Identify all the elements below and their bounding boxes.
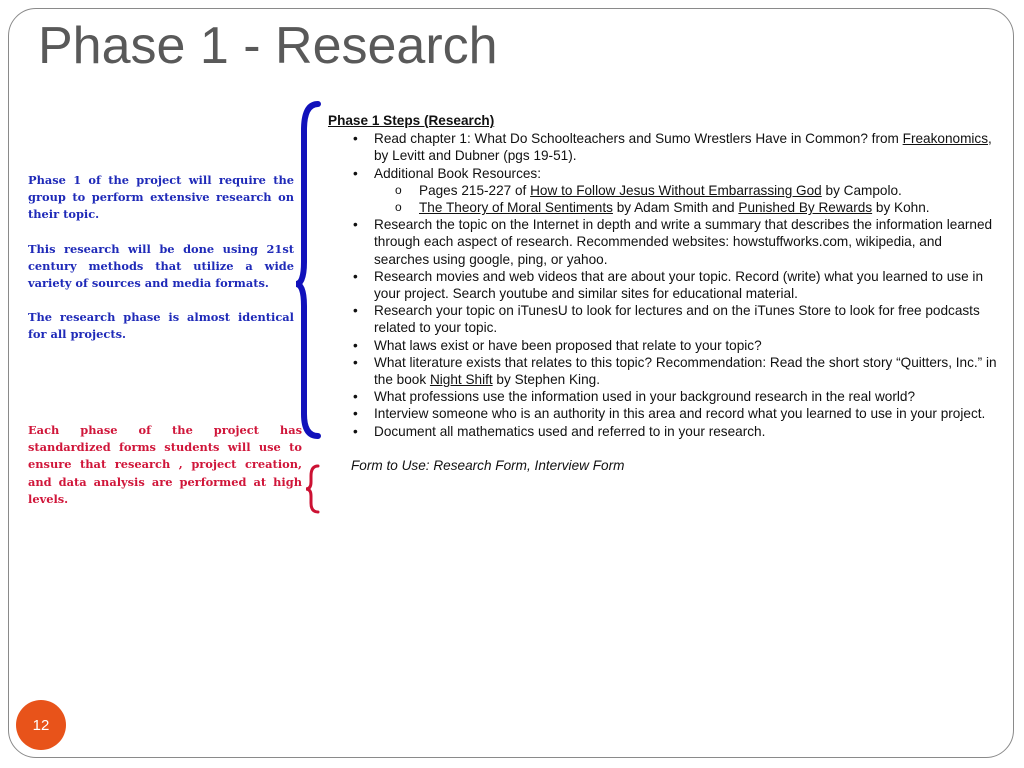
- bullet-icon: •: [353, 268, 358, 284]
- list-item: • Research movies and web videos that are about your topic. Record (write) what you learned to use in your project. Search youtube and similar sites for educational material.: [353, 268, 984, 302]
- list-item: • Interview someone who is an authority in this area and record what you learned to use in your project.: [353, 406, 986, 422]
- list-item: • Research the topic on the Internet in depth and write a summary that describes the information learned through each aspect of research. Recommended websites: howstuffworks.com, wikipedia, and searches using google, ping, or yahoo.: [353, 217, 993, 267]
- blue-brace: [296, 104, 318, 436]
- bullet-icon: •: [353, 389, 358, 405]
- sub-list-item: o Pages 215-227 of How to Follow Jesus Without Embarrassing God by Campolo.: [395, 182, 902, 198]
- list-item: • What literature exists that relates to this topic? Recommendation: Read the short story “Quitters, Inc.” in the book Night Shift by Stephen King.: [353, 354, 997, 388]
- bullet-icon: •: [353, 303, 358, 319]
- bullet-icon: •: [353, 406, 358, 422]
- bullet-icon: •: [353, 217, 358, 233]
- blue-note-1: Phase 1 of the project will require the group to perform extensive research on their topic.: [28, 173, 294, 222]
- bullet-icon: •: [353, 354, 358, 370]
- bullet-icon: •: [353, 165, 358, 181]
- sub-list-item: o The Theory of Moral Sentiments by Adam Smith and Punished By Rewards by Kohn.: [395, 200, 930, 216]
- list-item: • Read chapter 1: What Do Schoolteachers and Sumo Wrestlers Have in Common? from Freakonomics, by Levitt and Dubner (pgs 19-51).: [353, 131, 992, 164]
- red-brace: [306, 466, 318, 512]
- sub-bullet-icon: o: [395, 182, 402, 197]
- bullet-icon: •: [353, 423, 358, 439]
- research-steps: [328, 112, 998, 474]
- book-title: Night Shift: [429, 372, 493, 388]
- blue-note-3: The research phase is almost identical for all projects.: [28, 310, 294, 342]
- book-title: How to Follow Jesus Without Embarrassing God: [530, 182, 822, 198]
- blue-note-2: This research will be done using 21st century methods that utilize a wide variety of sources and media formats.: [28, 241, 294, 291]
- sub-list: [374, 182, 998, 216]
- red-note: Each phase of the project has standardized forms students will use to ensure that research , project creation, and data analysis are performed at high levels.: [28, 423, 302, 506]
- list-item: • Additional Book Resources: o Pages 215-227 of How to Follow Jesus Without Embarrassing God by Campolo. o The Theory of Moral Sentiments by Adam Smith and Punished By Rewards by Kohn.: [328, 165, 998, 217]
- bullet-icon: •: [353, 131, 358, 147]
- slide-title: Phase 1 - Research: [38, 17, 498, 75]
- book-title: Freakonomics: [902, 131, 989, 147]
- sub-bullet-icon: o: [395, 200, 402, 215]
- book-title: The Theory of Moral Sentiments: [419, 200, 613, 216]
- list-item: • What professions use the information used in your background research in the real world?: [353, 389, 916, 405]
- bullet-icon: •: [353, 337, 358, 353]
- list-item: • Research your topic on iTunesU to look for lectures and on the iTunes Store to look for free podcasts related to your topic.: [353, 303, 980, 336]
- page-number-badge: 12: [16, 700, 66, 750]
- steps-heading: Phase 1 Steps (Research): [328, 113, 495, 128]
- list-item: • Document all mathematics used and referred to in your research.: [353, 423, 766, 439]
- list-item: • What laws exist or have been proposed that relate to your topic?: [353, 337, 762, 353]
- steps-list: [328, 130, 998, 440]
- form-to-use: Form to Use: Research Form, Interview Form: [351, 457, 625, 473]
- book-title: Punished By Rewards: [738, 200, 873, 216]
